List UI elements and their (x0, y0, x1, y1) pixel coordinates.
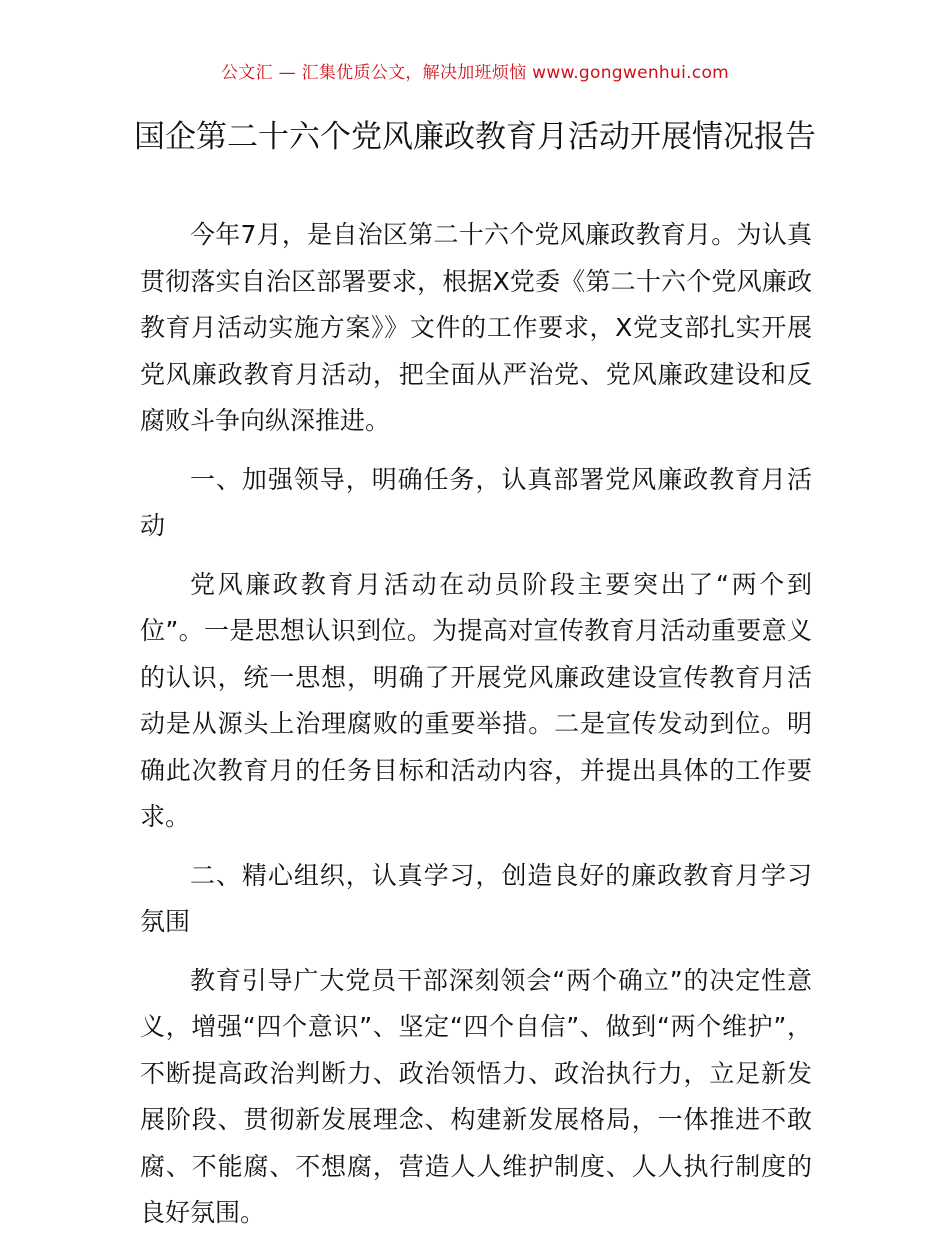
section-heading-2: 二、精心组织，认真学习，创造良好的廉政教育月学习氛围 (140, 860, 812, 936)
site-banner: 公文汇 — 汇集优质公文，解决加班烦恼 www.gongwenhui.com (220, 63, 730, 83)
section-heading-1: 一、加强领导，明确任务，认真部署党风廉政教育月活动 (140, 464, 812, 540)
paragraph-intro: 今年7月，是自治区第二十六个党风廉政教育月。为认真贯彻落实自治区部署要求，根据X党委《第二十六个党风廉政教育月活动实施方案》》文件的工作要求，X党支部扎实开展党风廉政教育月活动，把全面从严治党、党风廉政建设和反腐败斗争向纵深推进。 (140, 220, 812, 435)
paragraph-section-1: 党风廉政教育月活动在动员阶段主要突出了“两个到位”。一是思想认识到位。为提高对宣传教育月活动重要意义的认识，统一思想，明确了开展党风廉政建设宣传教育月活动是从源头上治理腐败的重要举措。二是宣传发动到位。明确此次教育月的任务目标和活动内容，并提出具体的工作要求。 (140, 569, 812, 831)
paragraph-section-2: 教育引导广大党员干部深刻领会“两个确立”的决定性意义，增强“四个意识”、坚定“四个自信”、做到“两个维护”，不断提高政治判断力、政治领悟力、政治执行力，立足新发展阶段、贯彻新发展理念、构建新发展格局，一体推进不敢腐、不能腐、不想腐，营造人人维护制度、人人执行制度的良好氛围。 (140, 965, 812, 1227)
document-body (140, 212, 812, 1249)
document-title: 国企第二十六个党风廉政教育月活动开展情况报告 (134, 119, 816, 155)
